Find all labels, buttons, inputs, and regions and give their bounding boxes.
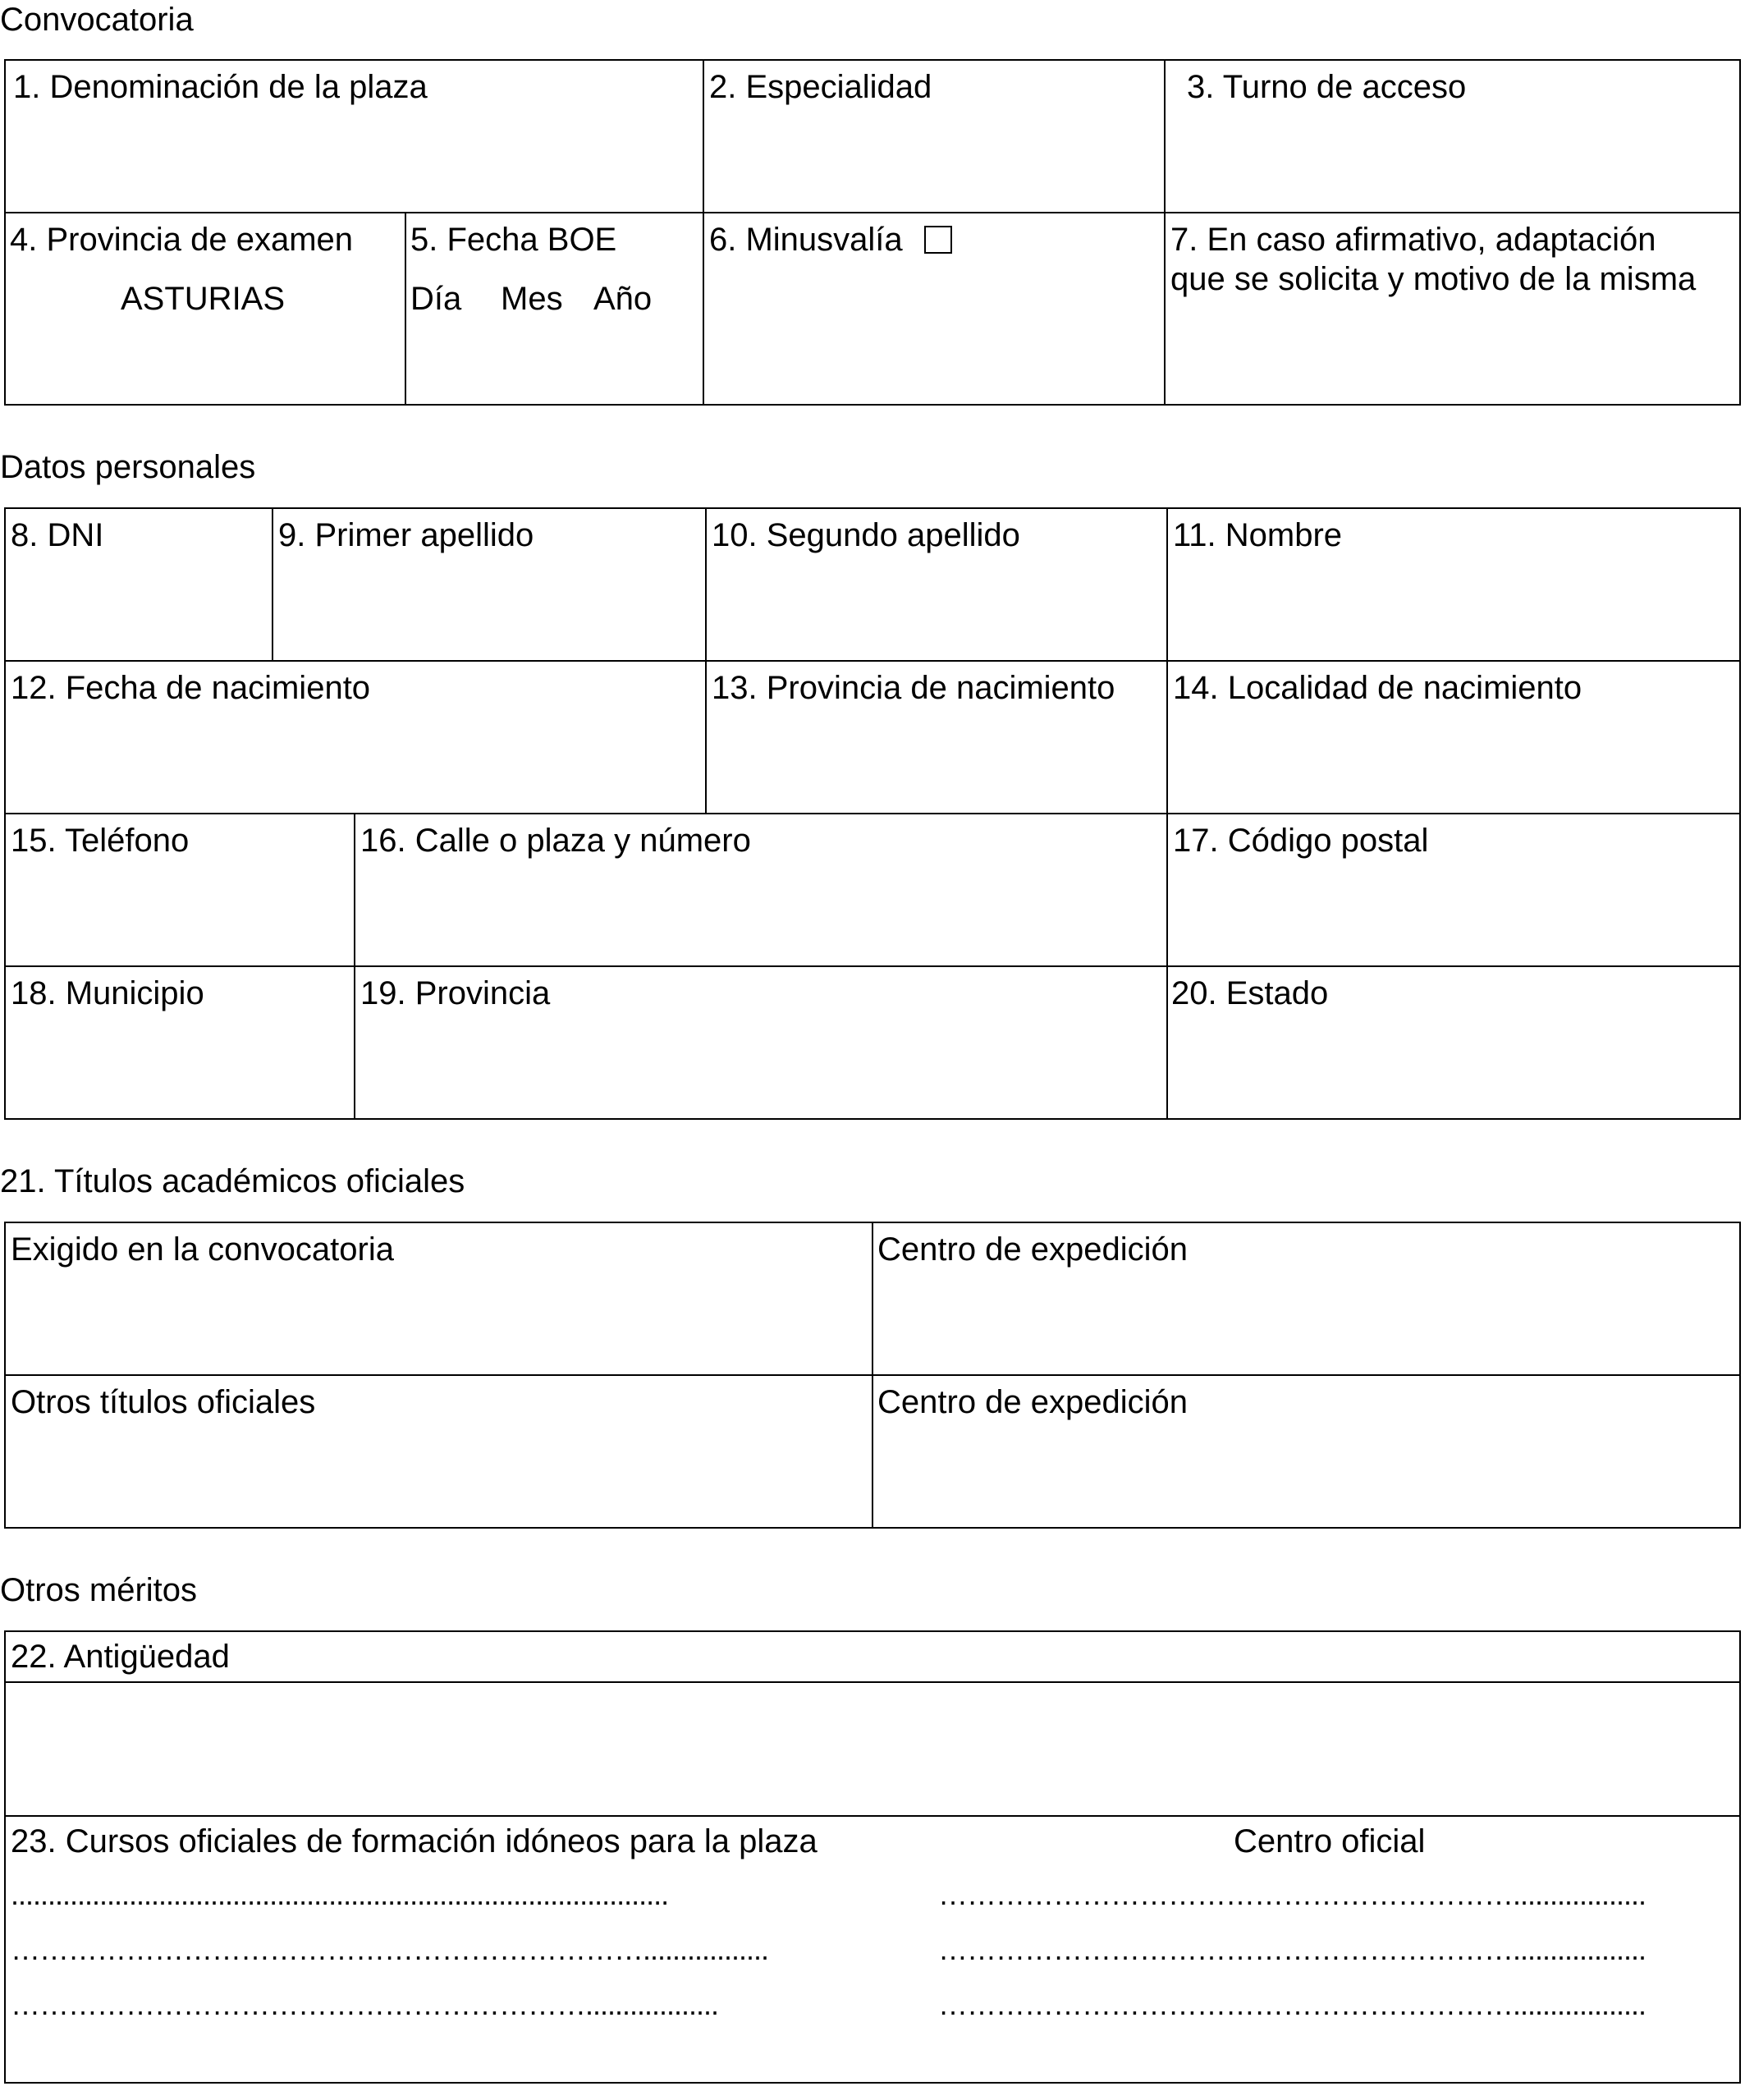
field-codigo-postal[interactable] bbox=[1166, 813, 1741, 967]
field-cursos[interactable] bbox=[4, 1815, 1741, 2084]
month-label: Mes bbox=[501, 281, 563, 317]
field-label: Centro de expedición bbox=[877, 1384, 1189, 1420]
curso-line-3[interactable]: …………………………………………………….................. bbox=[11, 1988, 719, 2021]
centro-line-2[interactable]: …………………………………………………….................. bbox=[938, 1933, 1647, 1966]
field-dni[interactable] bbox=[4, 507, 273, 662]
field-segundo-apellido[interactable] bbox=[705, 507, 1168, 662]
curso-line-2[interactable]: …………………………………………………………................. bbox=[11, 1933, 769, 1966]
field-especialidad[interactable] bbox=[703, 59, 1166, 213]
centro-oficial-label: Centro oficial bbox=[1234, 1823, 1426, 1859]
field-titulo-exigido[interactable] bbox=[4, 1222, 873, 1376]
field-minusvalia bbox=[703, 212, 1166, 406]
field-label: 13. Provincia de nacimiento bbox=[712, 670, 1115, 706]
field-label: 14. Localidad de nacimiento bbox=[1173, 670, 1582, 706]
field-label: 22. Antigüedad bbox=[11, 1639, 230, 1675]
cursos-label: 23. Cursos oficiales de formación idóneos para la plaza bbox=[11, 1823, 818, 1859]
field-label: 2. Especialidad bbox=[709, 69, 932, 105]
field-label-line2: que se solicita y motivo de la misma bbox=[1170, 261, 1697, 297]
field-label: 3. Turno de acceso bbox=[1187, 69, 1467, 105]
field-label: 19. Provincia bbox=[360, 975, 551, 1011]
field-estado[interactable] bbox=[1166, 965, 1741, 1120]
minusvalia-checkbox[interactable] bbox=[924, 226, 952, 254]
field-antiguedad-header bbox=[4, 1630, 1741, 1683]
field-label: 20. Estado bbox=[1171, 975, 1329, 1011]
field-label-line1: 7. En caso afirmativo, adaptación bbox=[1170, 222, 1656, 258]
field-label: 16. Calle o plaza y número bbox=[360, 823, 751, 859]
field-label: 1. Denominación de la plaza bbox=[13, 69, 428, 105]
field-provincia[interactable] bbox=[354, 965, 1168, 1120]
field-fecha-boe[interactable] bbox=[405, 212, 704, 406]
section-title-datos-personales: Datos personales bbox=[0, 449, 256, 485]
field-turno-acceso[interactable] bbox=[1164, 59, 1741, 213]
field-fecha-nacimiento[interactable] bbox=[4, 660, 707, 814]
field-calle[interactable] bbox=[354, 813, 1168, 967]
field-denominacion[interactable] bbox=[4, 59, 704, 213]
field-provincia-nacimiento[interactable] bbox=[705, 660, 1168, 814]
field-antiguedad[interactable] bbox=[4, 1681, 1741, 1817]
field-label: 8. DNI bbox=[11, 517, 104, 553]
field-localidad-nacimiento[interactable] bbox=[1166, 660, 1741, 814]
field-telefono[interactable] bbox=[4, 813, 355, 967]
field-label: 11. Nombre bbox=[1173, 517, 1343, 553]
field-label: 9. Primer apellido bbox=[278, 517, 534, 553]
field-label bbox=[709, 220, 952, 259]
section-title-convocatoria: Convocatoria bbox=[0, 2, 194, 38]
year-label: Año bbox=[593, 281, 653, 317]
curso-line-1[interactable]: ......................................................................................... bbox=[11, 1878, 669, 1911]
field-provincia-examen[interactable] bbox=[4, 212, 406, 406]
section-title-titulos: 21. Títulos académicos oficiales bbox=[0, 1163, 465, 1199]
field-primer-apellido[interactable] bbox=[272, 507, 707, 662]
day-label: Día bbox=[410, 281, 462, 317]
centro-line-3[interactable]: …………………………………………………….................. bbox=[938, 1988, 1647, 2021]
field-label: 5. Fecha BOE bbox=[410, 222, 617, 258]
field-centro-expedicion-1[interactable] bbox=[872, 1222, 1741, 1376]
field-label: 15. Teléfono bbox=[11, 823, 190, 859]
field-value: ASTURIAS bbox=[121, 281, 286, 317]
field-label: 18. Municipio bbox=[11, 975, 204, 1011]
field-label: 4. Provincia de examen bbox=[10, 222, 354, 258]
field-otros-titulos[interactable] bbox=[4, 1374, 873, 1529]
field-centro-expedicion-2[interactable] bbox=[872, 1374, 1741, 1529]
field-label: Centro de expedición bbox=[877, 1231, 1189, 1268]
centro-line-1[interactable]: …………………………………………………….................. bbox=[938, 1878, 1647, 1911]
field-label: 12. Fecha de nacimiento bbox=[11, 670, 371, 706]
field-label: Otros títulos oficiales bbox=[11, 1384, 316, 1420]
section-title-otros-meritos: Otros méritos bbox=[0, 1572, 198, 1608]
field-label: Exigido en la convocatoria bbox=[11, 1231, 394, 1268]
field-nombre[interactable] bbox=[1166, 507, 1741, 662]
field-label: 10. Segundo apellido bbox=[712, 517, 1020, 553]
minusvalia-label: 6. Minusvalía bbox=[709, 222, 903, 258]
field-adaptacion[interactable] bbox=[1164, 212, 1741, 406]
field-label: 17. Código postal bbox=[1173, 823, 1429, 859]
field-municipio[interactable] bbox=[4, 965, 355, 1120]
